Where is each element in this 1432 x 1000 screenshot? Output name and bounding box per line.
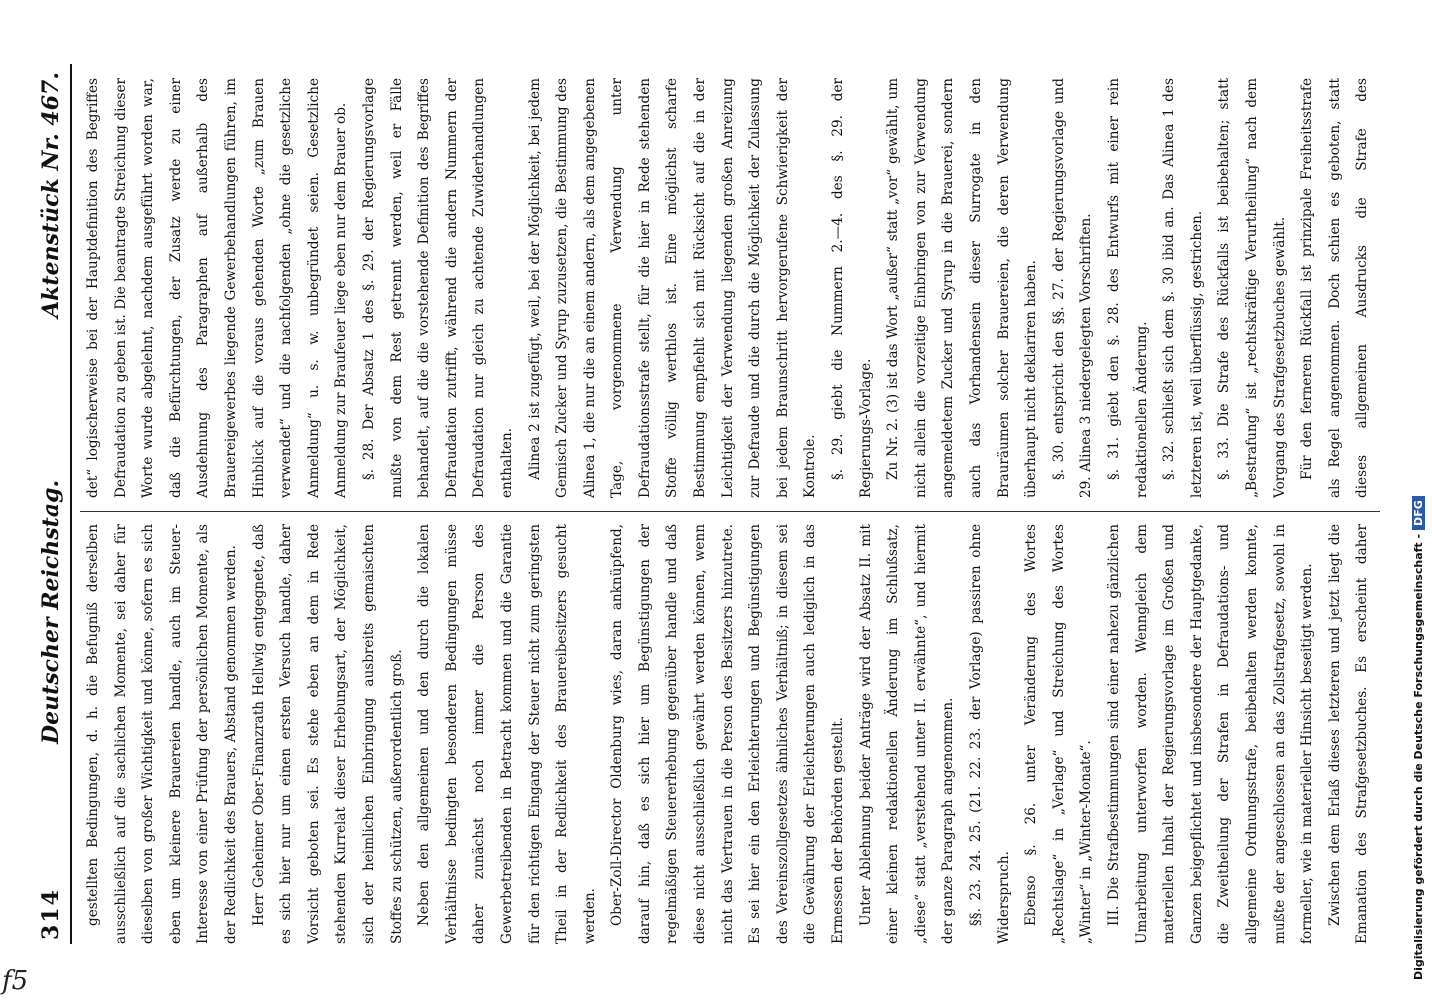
paragraph: §§. 23. 24. 25. (21. 22. 23. der Vorlage) passiren ohne Widerspruch.: [968, 524, 1012, 944]
paragraph: III. Die Strafbestimmungen sind einer nahezu gänzlichen Umarbeitung unterworfen worden. Wenngleich dem materiellen Inhalt der Regierungsvorlage im Großen und Ganzen beigepflichtet und insbesondere der Hauptgedanke, die Zweitheilung der Strafen in Defraudations- und allgemeine Ordnungsstrafe, beibehalten werden konnte, mußte der angeschlossen an das Zollstrafgesetz, sowohl in formeller, wie in materieller Hinsicht beseitigt werden.: [1105, 524, 1316, 944]
dfg-logo-badge: DFG: [1412, 496, 1425, 530]
paragraph: Zwischen dem Erlaß dieses letzteren und jetzt liegt die Emanation des Strafgesetzbuches. Es erscheint daher: [1326, 524, 1371, 944]
paragraph: §. 31. giebt den §. 28. des Entwurfs mit einer rein redaktionellen Änderung.: [1105, 78, 1150, 498]
document-number: Aktenstück Nr. 467.: [38, 72, 64, 318]
digitization-credit-strip: [1406, 0, 1432, 1000]
handwritten-margin-mark: f5: [2, 966, 29, 996]
page-content: [34, 64, 1394, 944]
paragraph: Neben den allgemeinen und den durch die lokalen Verhältnisse bedingten besonderen Bedingungen müsse daher zunächst noch immer die Person des Gewerbetreibenden in Betracht kommen und die Garantie für den richtigen Eingang der Steuer nicht zum geringsten Theil in der Redlichkeit des Brauereibesitzers gesucht werden.: [416, 524, 598, 944]
paragraph: Für den ferneren Rückfall ist prinzipale Freiheitsstrafe als Regel angenommen. Doch schien es geboten, statt dieses allgemeinen Ausdrucks die Strafe des: [1299, 78, 1371, 498]
paragraph: Ober-Zoll-Director Oldenburg wies, daran anknüpfend, darauf hin, daß es sich hier um Begünstigungen der regelmäßigen Steuererhebung gegenüber handle und daß diese nicht ausschließlich gewährt werden können, wenn nicht das Vertrauen in die Person des Besitzers hinzutrete. Es sei hier ein den Erleichterungen und Begünstigungen des Vereinszollgesetzes ähnliches Verhältniß; in diesem sei die Gewährung der Erleichterungen auch lediglich in das Ermessen der Behörden gestellt.: [609, 524, 847, 944]
paragraph: §. 33. Die Strafe des Rückfalls ist beibehalten; statt „Bestrafung“ ist „rechtskräftige Verurtheilung“ nach dem Vorgang des Strafgesetzbuches gewählt.: [1216, 78, 1288, 498]
paragraph: det“ logischerweise bei der Hauptdefinition des Begriffes Defraudation zu geben ist. Die beantragte Streichung dieser Worte wurde abgelehnt, nachdem ausgeführt worden war, daß die Befürchtungen, der Zusatz werde zu einer Ausdehnung des Paragraphen auf außerhalb des Brauereigewerbes liegende Gewerbehandlungen führen, im Hinblick auf die voraus gehenden Worte „zum Brauen verwendet“ und die nachfolgenden „ohne die gesetzliche Anmeldung“ u. s. w. unbegründet seien. Gesetzliche Anmeldung zur Braufeuer liege eben nur dem Brauer ob.: [85, 78, 350, 498]
column-divider: [80, 511, 1380, 512]
page-number: 314: [38, 888, 64, 940]
running-title: Deutscher Reichstag.: [38, 479, 64, 744]
paragraph: Alinea 2 ist zugefügt, weil, bei der Möglichkeit, bei jedem Gemisch Zucker und Syrup zuzusetzen, die Bestimmung des Alinea 1, die nur die an einem andern, als dem angegebenen Tage, vorgenommene Verwendung unter Defraudationsstrafe stellt, für die hier in Rede stehenden Stoffe völlig werthlos ist. Eine möglichst scharfe Bestimmung empfiehlt sich mit Rücksicht auf die in der Leichtigkeit der Verwendung liegenden großen Anreizung zur Defraude und die durch die Möglichkeit der Zulassung bei jedem Braunschritt hervorgerufene Schwierigkeit der Kontrole.: [526, 78, 819, 498]
paragraph: §. 29. giebt die Nummern 2.—4. des §. 29. der Regierungs-Vorlage.: [830, 78, 874, 498]
left-column: [80, 524, 1380, 944]
paragraph: §. 28. Der Absatz 1 des §. 29. der Regierungsvorlage mußte von dem Rest getrennt werden, weil er Fälle behandelt, auf die die vorstehende Definition des Begriffes Defraudation zutrifft, während die andern Nummern der Defraudation nur gleich zu achtende Zuwiderhandlungen enthalten.: [360, 78, 515, 498]
paragraph: Ebenso §. 26. unter Veränderung des Wortes „Rechtslage“ in „Verlage“ und Streichung des Wortes „Winter“ in „Winter-Monate“.: [1023, 524, 1095, 944]
paragraph: §. 30. entspricht den §§. 27. der Regierungsvorlage und 29. Alinea 3 niedergelegten Vorschriften.: [1050, 78, 1095, 498]
digitization-credit: [1412, 20, 1426, 980]
right-column: [80, 78, 1380, 498]
paragraph: Herr Geheimer Ober-Finanzrath Hellwig entgegnete, daß es sich hier nur um einen ersten Versuch handle, daher Vorsicht geboten sei. Es stehe eben an dem in Rede stehenden Kurrelat dieser Erhebungsart, der Möglichkeit, sich der heimlichen Einbringung ausbreits gemaischten Stoffes zu schützen, außerordentlich groß.: [250, 524, 405, 944]
page-header: [34, 64, 72, 944]
paragraph: Zu Nr. 2. (3) ist das Wort „außer“ statt „vor“ gewählt, um nicht allein die vorzeitige Einbringen von zur Verwendung angemeldetem Zucker und Syrup in die Brauerei, sondern auch das Vorhandensein dieser Surrogate in den Brauräumen solcher Brauereien, die deren Verwendung überhaupt nicht deklariren haben.: [885, 78, 1040, 498]
paragraph: §. 32. schließt sich dem §. 30 ibid an. Das Alinea 1 des letzteren ist, weil überflüssig, gestrichen.: [1161, 78, 1205, 498]
paragraph: gestellten Bedingungen, d. h. die Befugniß derselben ausschließlich auf die sachlichen Momente, sei daher für dieselben von großer Wichtigkeit und könne, sofern es sich eben um kleinere Brauereien handle, auch im Steuer-Interesse von einer Prüfung der persönlichen Momente, als der Redlichkeit des Brauers, Abstand genommen werden.: [85, 524, 239, 944]
paragraph: Unter Ablehnung beider Anträge wird der Absatz II. mit einer kleinen redaktionellen Änderung im Schlußsatz, „diese“ statt „verstehend unter II. erwähnte“, und hiermit der ganze Paragraph angenommen.: [857, 524, 957, 944]
credit-text: Digitalisierung gefördert durch die Deutsche Forschungsgemeinschaft -: [1412, 533, 1425, 980]
